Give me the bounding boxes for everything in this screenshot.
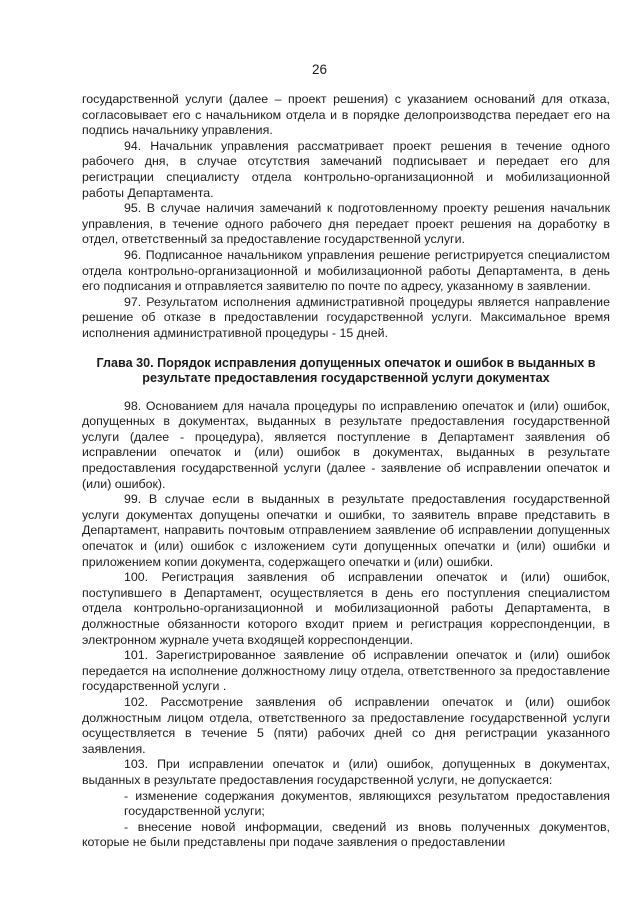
chapter-30-title: Глава 30. Порядок исправления допущенных опечаток и ошибок в выданных в результате предоставления государственной услуги документах	[96, 355, 596, 386]
paragraph-101: 101. Зарегистрированное заявление об исправлении опечаток и (или) ошибок передается на исполнение должностному лицу отдела, ответственного за предоставление государственной услуги .	[82, 648, 610, 694]
list-item-content-change: - изменение содержания документов, являющихся результатом предоставления государственной услуги;	[124, 788, 610, 819]
paragraph-97: 97. Результатом исполнения административной процедуры является направление решение об отказе в предоставлении государственной услуги. Максимальное время исполнения административной процедуры - 15 дней.	[82, 294, 610, 340]
paragraph-103: 103. При исправлении опечаток и (или) ошибок, допущенных в документах, выданных в результате предоставления государственной услуги, не допускается:	[82, 757, 610, 787]
document-body	[82, 92, 610, 851]
page-number: 26	[311, 62, 328, 77]
paragraph-continuation: государственной услуги (далее – проект решения) с указанием оснований для отказа, согласовывает его с начальником отдела и в порядке делопроизводства передает его на подпись начальнику управления.	[82, 92, 610, 138]
paragraph-96: 96. Подписанное начальником управления решение регистрируется специалистом отдела контрольно-организационной и мобилизационной работы Департамента, в день его подписания и отправляется заявителю по почте по адресу, указанному в заявлении.	[82, 247, 610, 294]
paragraph-98: 98. Основанием для начала процедуры по исправлению опечаток и (или) ошибок, допущенных в документах, выданных в результате предоставления государственной услуги (далее - процедура), является поступление в Департамент заявления об исправлении опечаток и (или) ошибок в документах, выданных в результате предоставления государственной услуги (далее - заявление об исправлении опечаток и (или) ошибок).	[82, 398, 610, 491]
paragraph-95: 95. В случае наличия замечаний к подготовленному проекту решения начальник управления, в течение одного рабочего дня передает проект решения на доработку в отдел, ответственный за предоставление государственной услуги.	[82, 201, 610, 247]
list-item-new-information: - внесение новой информации, сведений из вновь полученных документов, которые не были представлены при подаче заявления о предоставлении	[82, 819, 610, 850]
paragraph-102: 102. Рассмотрение заявления об исправлении опечаток и (или) ошибок должностным лицом отдела, ответственного за предоставление государственной услуги осуществляется в течение 5 (пяти) рабочих дней со дня регистрации указанного заявления.	[82, 694, 610, 756]
paragraph-94: 94. Начальник управления рассматривает проект решения в течение одного рабочего дня, в случае отсутствия замечаний подписывает и передает его для регистрации специалисту отдела контрольно-организационной и мобилизационной работы Департамента.	[82, 138, 610, 200]
paragraph-100: 100. Регистрация заявления об исправлении опечаток и (или) ошибок, поступившего в Департамент, осуществляется в день его поступления специалистом отдела контрольно-организационной и мобилизационной работы Департамента, в должностные обязанности которого входит прием и регистрация корреспонденции, в электронном журнале учета входящей корреспонденции.	[82, 570, 610, 647]
paragraph-99: 99. В случае если в выданных в результате предоставления государственной услуги документах допущены опечатки и ошибки, то заявитель вправе представить в Департамент, направить почтовым отправлением заявление об исправлении допущенных опечаток и (или) ошибок с изложением сути допущенных опечатки и (или) ошибки и приложением копии документа, содержащего опечатки и (или) ошибки.	[82, 492, 610, 569]
